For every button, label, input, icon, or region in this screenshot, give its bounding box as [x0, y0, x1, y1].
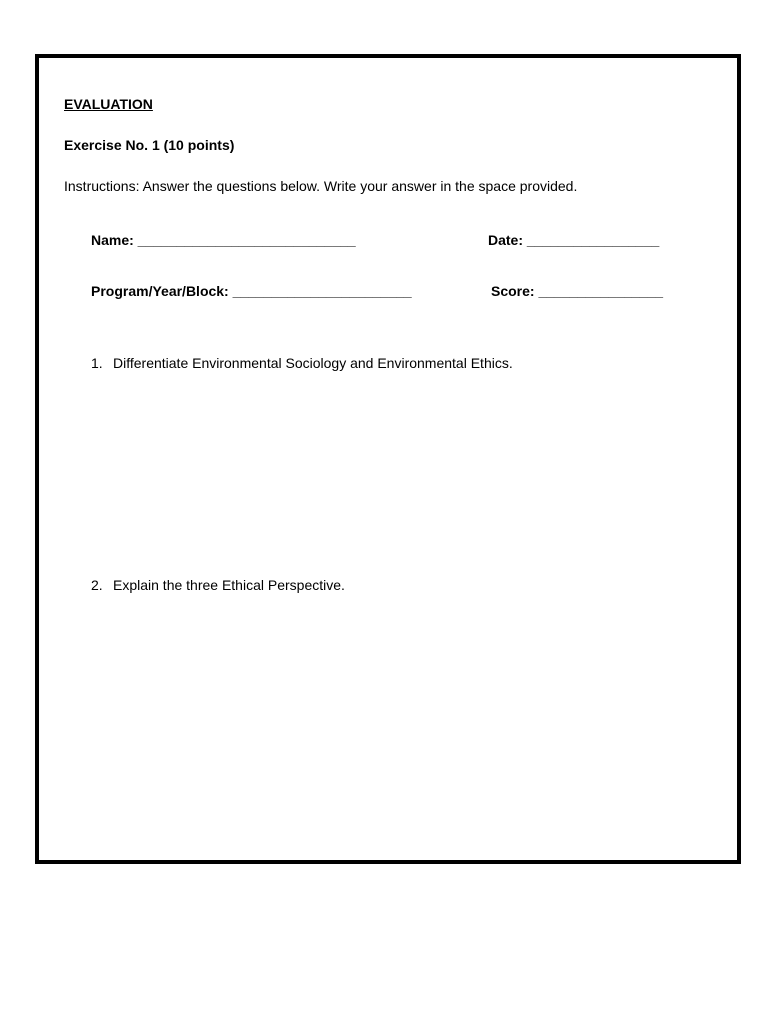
- evaluation-box: [35, 54, 741, 864]
- date-field: Date: _________________: [488, 232, 660, 248]
- question-text: Differentiate Environmental Sociology and Environmental Ethics.: [113, 355, 513, 371]
- score-field: Score: ________________: [491, 283, 664, 299]
- name-field: Name: ____________________________: [91, 232, 356, 248]
- program-year-block-field: Program/Year/Block: _______________________: [91, 283, 412, 299]
- evaluation-heading: EVALUATION: [64, 96, 153, 112]
- question-text: Explain the three Ethical Perspective.: [113, 577, 345, 593]
- question-number: 1.: [91, 355, 103, 371]
- question-number: 2.: [91, 577, 103, 593]
- instructions-text: Instructions: Answer the questions below. Write your answer in the space provided.: [64, 178, 578, 194]
- exercise-title: Exercise No. 1 (10 points): [64, 137, 235, 153]
